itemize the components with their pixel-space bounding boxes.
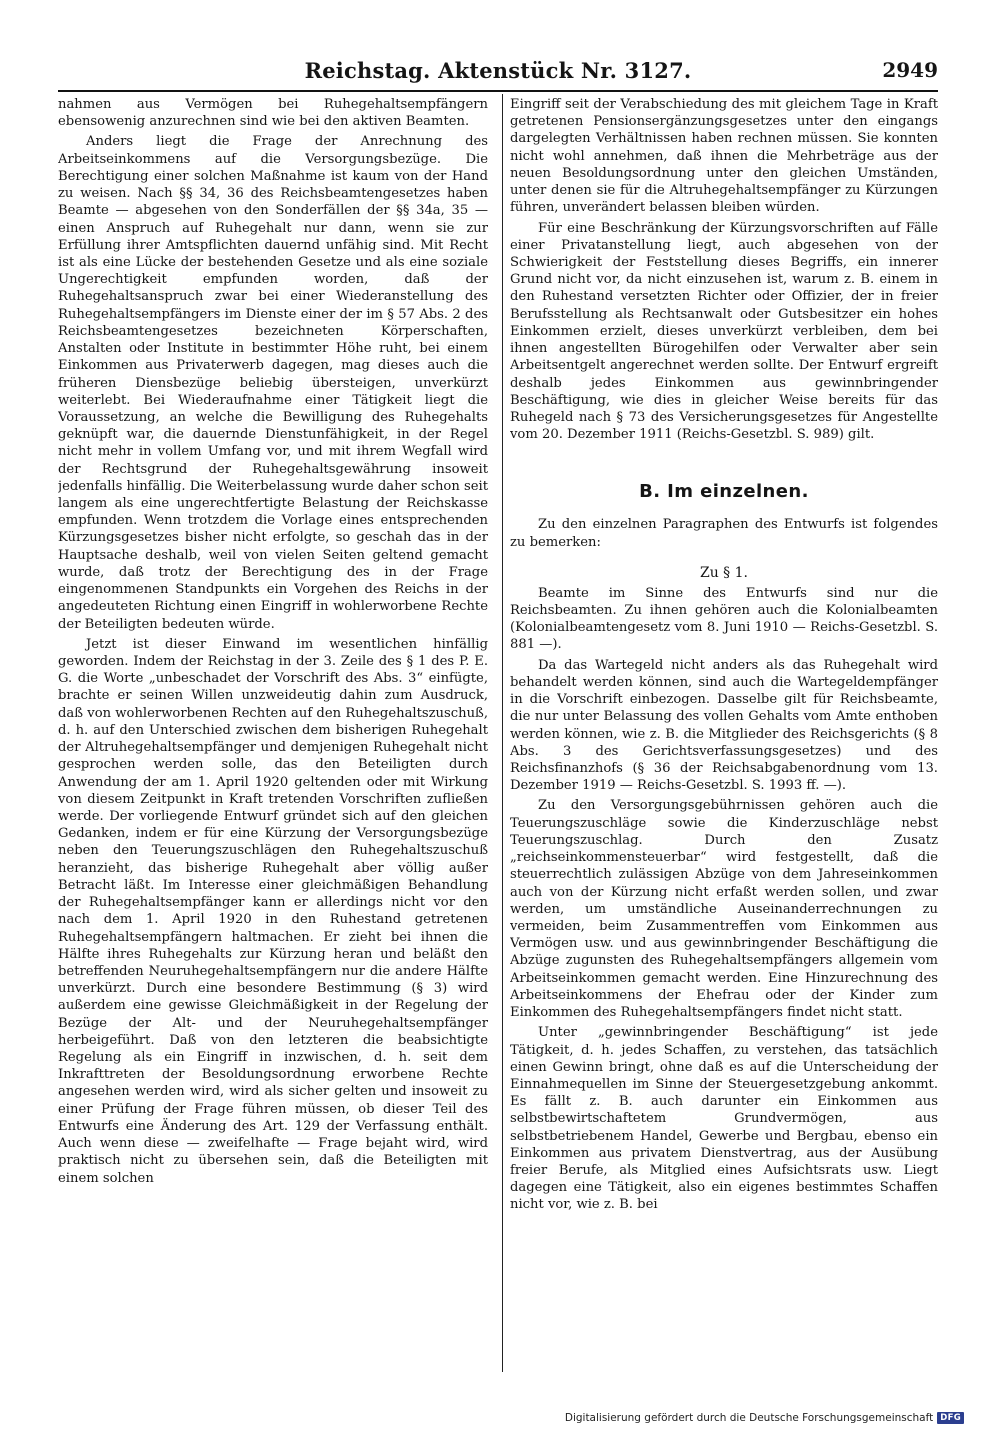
right-paragraph-6: Zu den Versorgungsgebührnissen gehören auch die Teuerungszuschläge sowie die Kinderzuschläge nebst Teuerungszuschlag. Durch den Zusatz „reichseinkommensteuerbar“ wird festgestellt, daß die steuerrechtlich zulässigen Abzüge von dem Jahreseinkommen auch von der Kürzung nicht erfaßt werden sollen, und zwar werden, um umständliche Auseinanderrechnungen zu vermeiden, beim Zusammentreffen vom Einkommen aus Vermögen usw. und aus gewinnbringender Beschäftigung die Abzüge zugunsten des Ruhegehaltsempfängers allgemein vom Arbeitseinkommen gemacht werden. Eine Hinzurechnung des Arbeitseinkommens der Ehefrau oder der Kinder zum Einkommen des Ruhegehaltsempfängers findet nicht statt.	[510, 798, 938, 1021]
running-title: Reichstag. Aktenstück Nr. 3127.	[304, 58, 692, 83]
page-header	[58, 58, 938, 88]
right-column	[510, 96, 938, 1372]
page-number: 2949	[882, 58, 938, 82]
section-heading: B. Im einzelnen.	[639, 481, 809, 503]
sub-heading: Zu § 1.	[699, 564, 748, 581]
right-paragraph-7: Unter „gewinnbringender Beschäftigung“ ist jede Tätigkeit, d. h. jedes Schaffen, zu verstehen, das tatsächlich einen Gewinn bringt, ohne daß es auf die Unterscheidung der Einnahmequellen im Sinne der Steuergesetzgebung ankommt. Es fällt z. B. auch darunter ein Einkommen aus selbstbewirtschaftetem Grundvermögen, aus selbstbetriebenem Handel, Gewerbe und Bergbau, ebenso ein Einkommen aus privatem Dienstvertrag, aus der Ausübung freier Berufe, als Mitglied eines Aufsichtsrats usw. Liegt dagegen eine Tätigkeit, also ein eigenes bestimmtes Schaffen nicht vor, wie z. B. bei	[510, 1025, 938, 1213]
right-paragraph-2: Für eine Beschränkung der Kürzungsvorschriften auf Fälle einer Privatanstellung liegt, auch abgesehen von der Schwierigkeit der Feststellung dieses Begriffs, ein innerer Grund nicht vor, da nicht einzusehen ist, warum z. B. einem in den Ruhestand versetzten Richter oder Offizier, der in freier Berufsstellung als Rechtsanwalt oder Gutsbesitzer ein hohes Einkommen erzielt, dieses unverkürzt verbleiben, dem bei ihnen angestellten Bürogehilfen oder Verwalter aber sein Arbeitsentgelt angerechnet werden sollte. Der Entwurf ergreift deshalb jedes Einkommen aus gewinnbringender Beschäftigung, wie dies in gleicher Weise bereits für das Ruhegeld nach § 73 des Versicherungsgesetzes für Angestellte vom 20. Dezember 1911 (Reichs-Gesetzbl. S. 989) gilt.	[510, 220, 938, 443]
footer-credit	[565, 1412, 964, 1424]
right-paragraph-4: Beamte im Sinne des Entwurfs sind nur die Reichsbeamten. Zu ihnen gehören auch die Kolonialbeamten (Kolonialbeamtengesetz vom 8. Juni 1910 — Reichs-Gesetzbl. S. 881 —).	[510, 585, 938, 653]
right-paragraph-5: Da das Wartegeld nicht anders als das Ruhegehalt wird behandelt werden können, sind auch die Wartegeldempfänger in die Vorschrift einbezogen. Dasselbe gilt für Reichsbeamte, die nur unter Belassung des vollen Gehalts vom Amte enthoben werden können, wie z. B. die Mitglieder des Reichsgerichts (§ 8 Abs. 3 des Gerichtsverfassungsgesetzes) und des Reichsfinanzhofs (§ 36 der Reichsabgabenordnung vom 13. Dezember 1919 — Reichs-Gesetzbl. S. 1993 ff. —).	[510, 657, 938, 794]
right-paragraph-3: Zu den einzelnen Paragraphen des Entwurfs ist folgendes zu bemerken:	[510, 517, 938, 550]
column-divider	[502, 94, 503, 1372]
left-paragraph-1: nahmen aus Vermögen bei Ruhegehaltsempfängern ebensowenig anzurechnen sind wie bei den aktiven Beamten.	[58, 97, 488, 130]
left-column	[58, 96, 488, 1372]
dfg-logo: DFG	[937, 1412, 964, 1424]
funding-credit-text: Digitalisierung gefördert durch die Deutsche Forschungsgemeinschaft	[564, 1412, 934, 1424]
header-rule	[58, 90, 938, 92]
right-paragraph-1: Eingriff seit der Verabschiedung des mit gleichem Tage in Kraft getretenen Pensionsergänzungsgesetzes unter den eingangs dargelegten Verhältnissen haben rechnen müssen. Sie konnten nicht wohl annehmen, daß ihnen die Mehrbeträge aus der neuen Besoldungsordnung unter den gleichen Umständen, unter denen sie für die Altruhegehaltsempfänger zu Kürzungen führen, unverändert belassen bleiben würden.	[510, 97, 938, 216]
left-paragraph-3: Jetzt ist dieser Einwand im wesentlichen hinfällig geworden. Indem der Reichstag in der 3. Zeile des § 1 des P. E. G. die Worte „unbeschadet der Vorschrift des Abs. 3“ einfügte, brachte er seinen Willen unzweideutig dahin zum Ausdruck, daß von wohlerworbenen Rechten auf den Ruhegehaltszuschuß, d. h. auf den Unterschied zwischen dem bisherigen Ruhegehalt der Altruhegehaltsempfänger und demjenigen Ruhegehalt nicht gesprochen werden solle, das den Beteiligten durch Anwendung der am 1. April 1920 geltenden oder mit Wirkung von diesem Zeitpunkt in Kraft tretenden Vorschriften zufließen werde. Der vorliegende Entwurf gründet sich auf den gleichen Gedanken, indem er für eine Kürzung der Versorgungsbezüge neben den Teuerungszuschlägen den Ruhegehaltszuschuß heranzieht, das bisherige Ruhegehalt aber völlig außer Betracht läßt. Im Interesse einer gleichmäßigen Behandlung der Ruhegehaltsempfänger kann er allerdings nicht vor den nach dem 1. April 1920 in den Ruhestand getretenen Ruhegehaltsempfängern haltmachen. Er zieht bei ihnen die Hälfte ihres Ruhegehalts zur Kürzung heran und beläßt den betreffenden Neuruhegehaltsempfängern nur die andere Hälfte unverkürzt. Durch eine besondere Bestimmung (§ 3) wird außerdem eine gewisse Gleichmäßigkeit in der Regelung der Bezüge der Alt- und der Neuruhegehaltsempfänger herbeigeführt. Daß von den letzteren die beabsichtigte Regelung als ein Eingriff in inzwischen, d. h. seit dem Inkrafttreten der Besoldungsordnung erworbene Rechte angesehen werden wird, wird als sicher gelten und insoweit zu einer Prüfung der Frage führen müssen, ob dieser Teil des Entwurfs eine Änderung des Art. 129 der Verfassung enthält. Auch wenn diese — zweifelhafte — Frage bejaht wird, wird praktisch nicht zu übersehen sein, daß die Beteiligten mit einem solchen	[58, 636, 488, 1186]
left-paragraph-2: Anders liegt die Frage der Anrechnung des Arbeitseinkommens auf die Versorgungsbezüge. Die Berechtigung einer solchen Maßnahme ist kaum von der Hand zu weisen. Nach §§ 34, 36 des Reichsbeamtengesetzes haben Beamte — abgesehen von den Sonderfällen der §§ 34a, 35 — einen Anspruch auf Ruhegehalt nur dann, wenn sie zur Erfüllung ihrer Amtspflichten dauernd unfähig sind. Mit Recht ist als eine Lücke der bestehenden Gesetze und als eine soziale Ungerechtigkeit empfunden worden, daß der Ruhegehaltsanspruch zwar bei einer Wiederanstellung des Ruhegehaltsempfängers im Dienste einer der im § 57 Abs. 2 des Reichsbeamtengesetzes bezeichneten Körperschaften, Anstalten oder Institute in bestimmter Höhe ruht, bei einem Einkommen aus Privaterwerb dagegen, mag dieses auch die früheren Diensbezüge beliebig übersteigen, unverkürzt weiterlebt. Bei Wiederaufnahme einer Tätigkeit liegt die Voraussetzung, an welche die Bewilligung des Ruhegehalts geknüpft war, die dauernde Dienstunfähigkeit, in der Regel nicht mehr in vollem Umfang vor, und mit ihrem Wegfall wird der Rechtsgrund der Ruhegehaltsgewährung insoweit jedenfalls hinfällig. Die Weiterbelassung wurde daher schon seit langem als eine ungerechtfertigte Belastung der Reichskasse empfunden. Wenn trotzdem die Vorlage eines entsprechenden Kürzungsgesetzes bisher nicht erfolgte, so geschah das in der Hauptsache deshalb, weil von vielen Seiten geltend gemacht wurde, daß trotz der Berechtigung des in der Frage eingenommenen Standpunkts ein Vorgehen des Reichs in der angedeuteten Richtung einen Eingriff in wohlerworbene Rechte der Beteiligten bedeuten würde.	[58, 134, 488, 632]
